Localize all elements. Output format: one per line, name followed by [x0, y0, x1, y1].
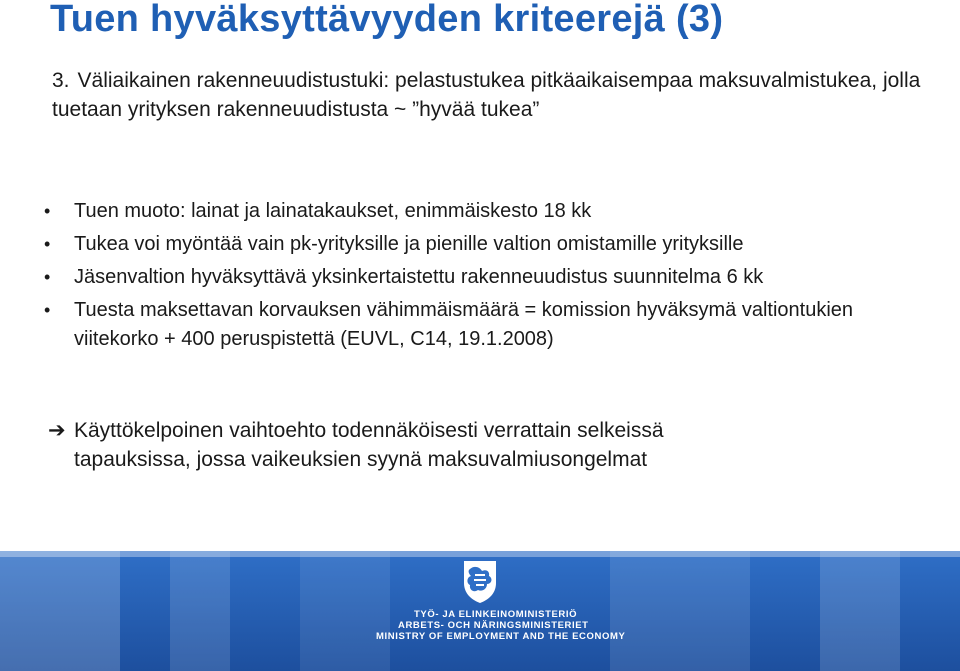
list-item-text: Tuesta maksettavan korvauksen vähimmäismäärä = komission hyväksymä valtiontukien viitekorko + 400 peruspistettä (EUVL, C14, 19.1.2008) [74, 299, 854, 350]
list-item-text: Tuen muoto: lainat ja lainatakaukset, enimmäiskesto 18 kk [74, 200, 592, 222]
bullet-icon: • [44, 201, 51, 221]
ministry-name [376, 609, 676, 642]
footer-banner [0, 551, 960, 671]
conclusion-line-2: tapauksissa, jossa vaikeuksien syynä maksuvalmiusongelmat [74, 448, 648, 471]
list-item [30, 230, 930, 259]
list-item [30, 197, 930, 226]
list-item [30, 296, 930, 354]
criteria-list [30, 197, 930, 358]
list-item-text: Tukea voi myöntää vain pk-yrityksille ja pienille valtion omistamille yrityksille [74, 233, 744, 255]
intro-paragraph [52, 66, 932, 124]
list-item [30, 263, 930, 292]
bullet-icon: • [44, 300, 51, 320]
ministry-name-sv: ARBETS- OCH NÄRINGSMINISTERIET [398, 620, 589, 631]
bullet-icon: • [44, 267, 51, 287]
ministry-name-fi: TYÖ- JA ELINKEINOMINISTERIÖ [414, 609, 578, 620]
bullet-icon: • [44, 234, 51, 254]
arrow-right-icon: ➔ [48, 419, 66, 442]
conclusion-line-1: Käyttökelpoinen vaihtoehto todennäköisesti verrattain selkeissä [74, 419, 664, 442]
list-item-text: Jäsenvaltion hyväksyttävä yksinkertaistettu rakenneuudistus suunnitelma 6 kk [74, 266, 764, 288]
page-title: Tuen hyväksyttävyyden kriteerejä (3) [50, 0, 724, 40]
intro-text: Väliaikainen rakenneuudistustuki: pelastustukea pitkäaikaisempaa maksuvalmistukea, jolla tuetaan yrityksen rakenneuudistusta ~ ”hyvää tukea” [52, 69, 921, 121]
intro-number: 3. [52, 69, 70, 92]
finnish-lion-crest-icon [456, 557, 504, 605]
conclusion [48, 416, 928, 474]
ministry-name-en: MINISTRY OF EMPLOYMENT AND THE ECONOMY [376, 631, 626, 642]
